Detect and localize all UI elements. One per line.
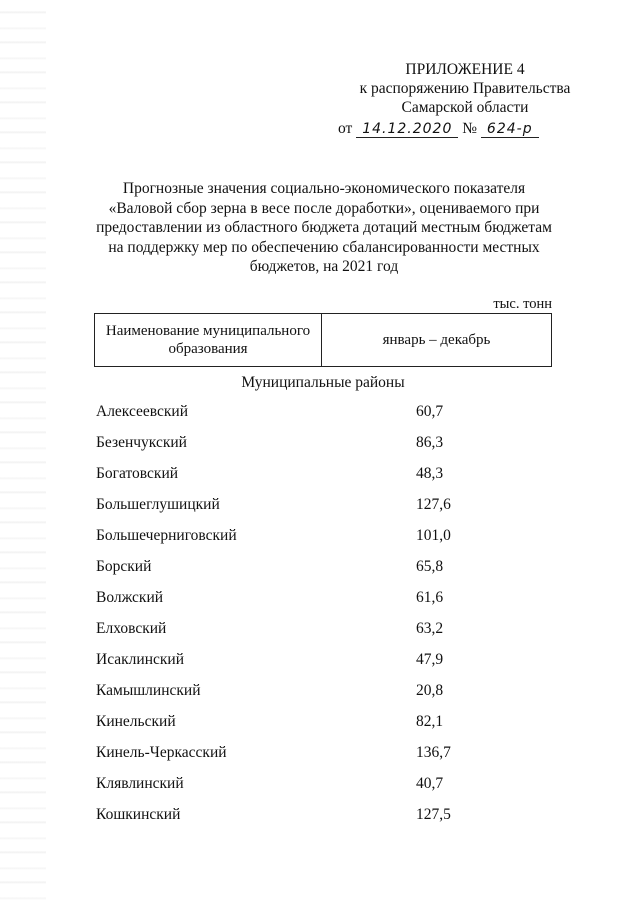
column-header-period: январь – декабрь [322,314,552,367]
municipality-name: Большеглушицкий [96,496,220,513]
municipality-value: 82,1 [416,713,444,730]
municipality-name: Волжский [96,589,164,606]
municipality-name: Исаклинский [96,651,184,668]
municipality-value: 127,6 [416,496,451,513]
number-prefix: № [462,120,478,137]
municipality-name: Клявлинский [96,775,184,792]
municipality-name: Безенчукский [96,434,187,451]
appendix-title: ПРИЛОЖЕНИЕ 4 [405,61,525,78]
table-row [94,496,552,527]
table-row [94,558,552,589]
table-row [94,403,552,434]
municipality-name: Борский [96,558,152,575]
appendix-header [300,60,630,139]
table-header [94,313,552,367]
municipality-name: Кинельский [96,713,176,730]
municipality-value: 20,8 [416,682,444,699]
appendix-line3: Самарской области [401,99,529,116]
table-row [94,465,552,496]
scan-edge-noise [0,0,46,905]
table-row [94,806,552,837]
table-row [94,620,552,651]
table-row [94,589,552,620]
table-row [94,744,552,775]
table-row [94,713,552,744]
appendix-line2: к распоряжению Правительства [359,80,571,97]
data-rows [94,403,552,837]
municipality-name: Богатовский [96,465,179,482]
unit-label: тыс. тонн [493,296,552,312]
municipality-value: 47,9 [416,651,444,668]
handwritten-number: 624-р [481,121,539,138]
municipality-name: Кошкинский [96,806,181,823]
municipality-value: 127,5 [416,806,451,823]
handwritten-date: 14.12.2020 [356,121,458,138]
table-row [94,527,552,558]
municipality-value: 61,6 [416,589,444,606]
date-prefix: от [338,120,353,137]
municipality-value: 60,7 [416,403,444,420]
municipality-name: Алексеевский [96,403,189,420]
municipality-value: 48,3 [416,465,444,482]
municipality-value: 65,8 [416,558,444,575]
table-row [94,434,552,465]
municipality-name: Елховский [96,620,167,637]
document-title: Прогнозные значения социально-экономического показателя «Валовой сбор зерна в весе после доработки», оцениваемого при предоставлении из областного бюджета дотаций местным бюджетам на поддержку мер по обеспечению сбалансированности местных бюджетов, на 2021 год [96,180,552,275]
municipality-value: 101,0 [416,527,451,544]
section-heading: Муниципальные районы [241,374,405,391]
table-row [94,651,552,682]
municipality-name: Камышлинский [96,682,201,699]
column-header-name: Наименование муниципального образования [95,314,322,367]
municipality-name: Кинель-Черкасский [96,744,227,761]
municipality-name: Большечерниговский [96,527,237,544]
municipality-value: 136,7 [416,744,451,761]
municipality-value: 63,2 [416,620,444,637]
municipality-value: 86,3 [416,434,444,451]
table-row [94,682,552,713]
table-row [94,775,552,806]
municipality-value: 40,7 [416,775,444,792]
appendix-date-number [300,119,630,139]
